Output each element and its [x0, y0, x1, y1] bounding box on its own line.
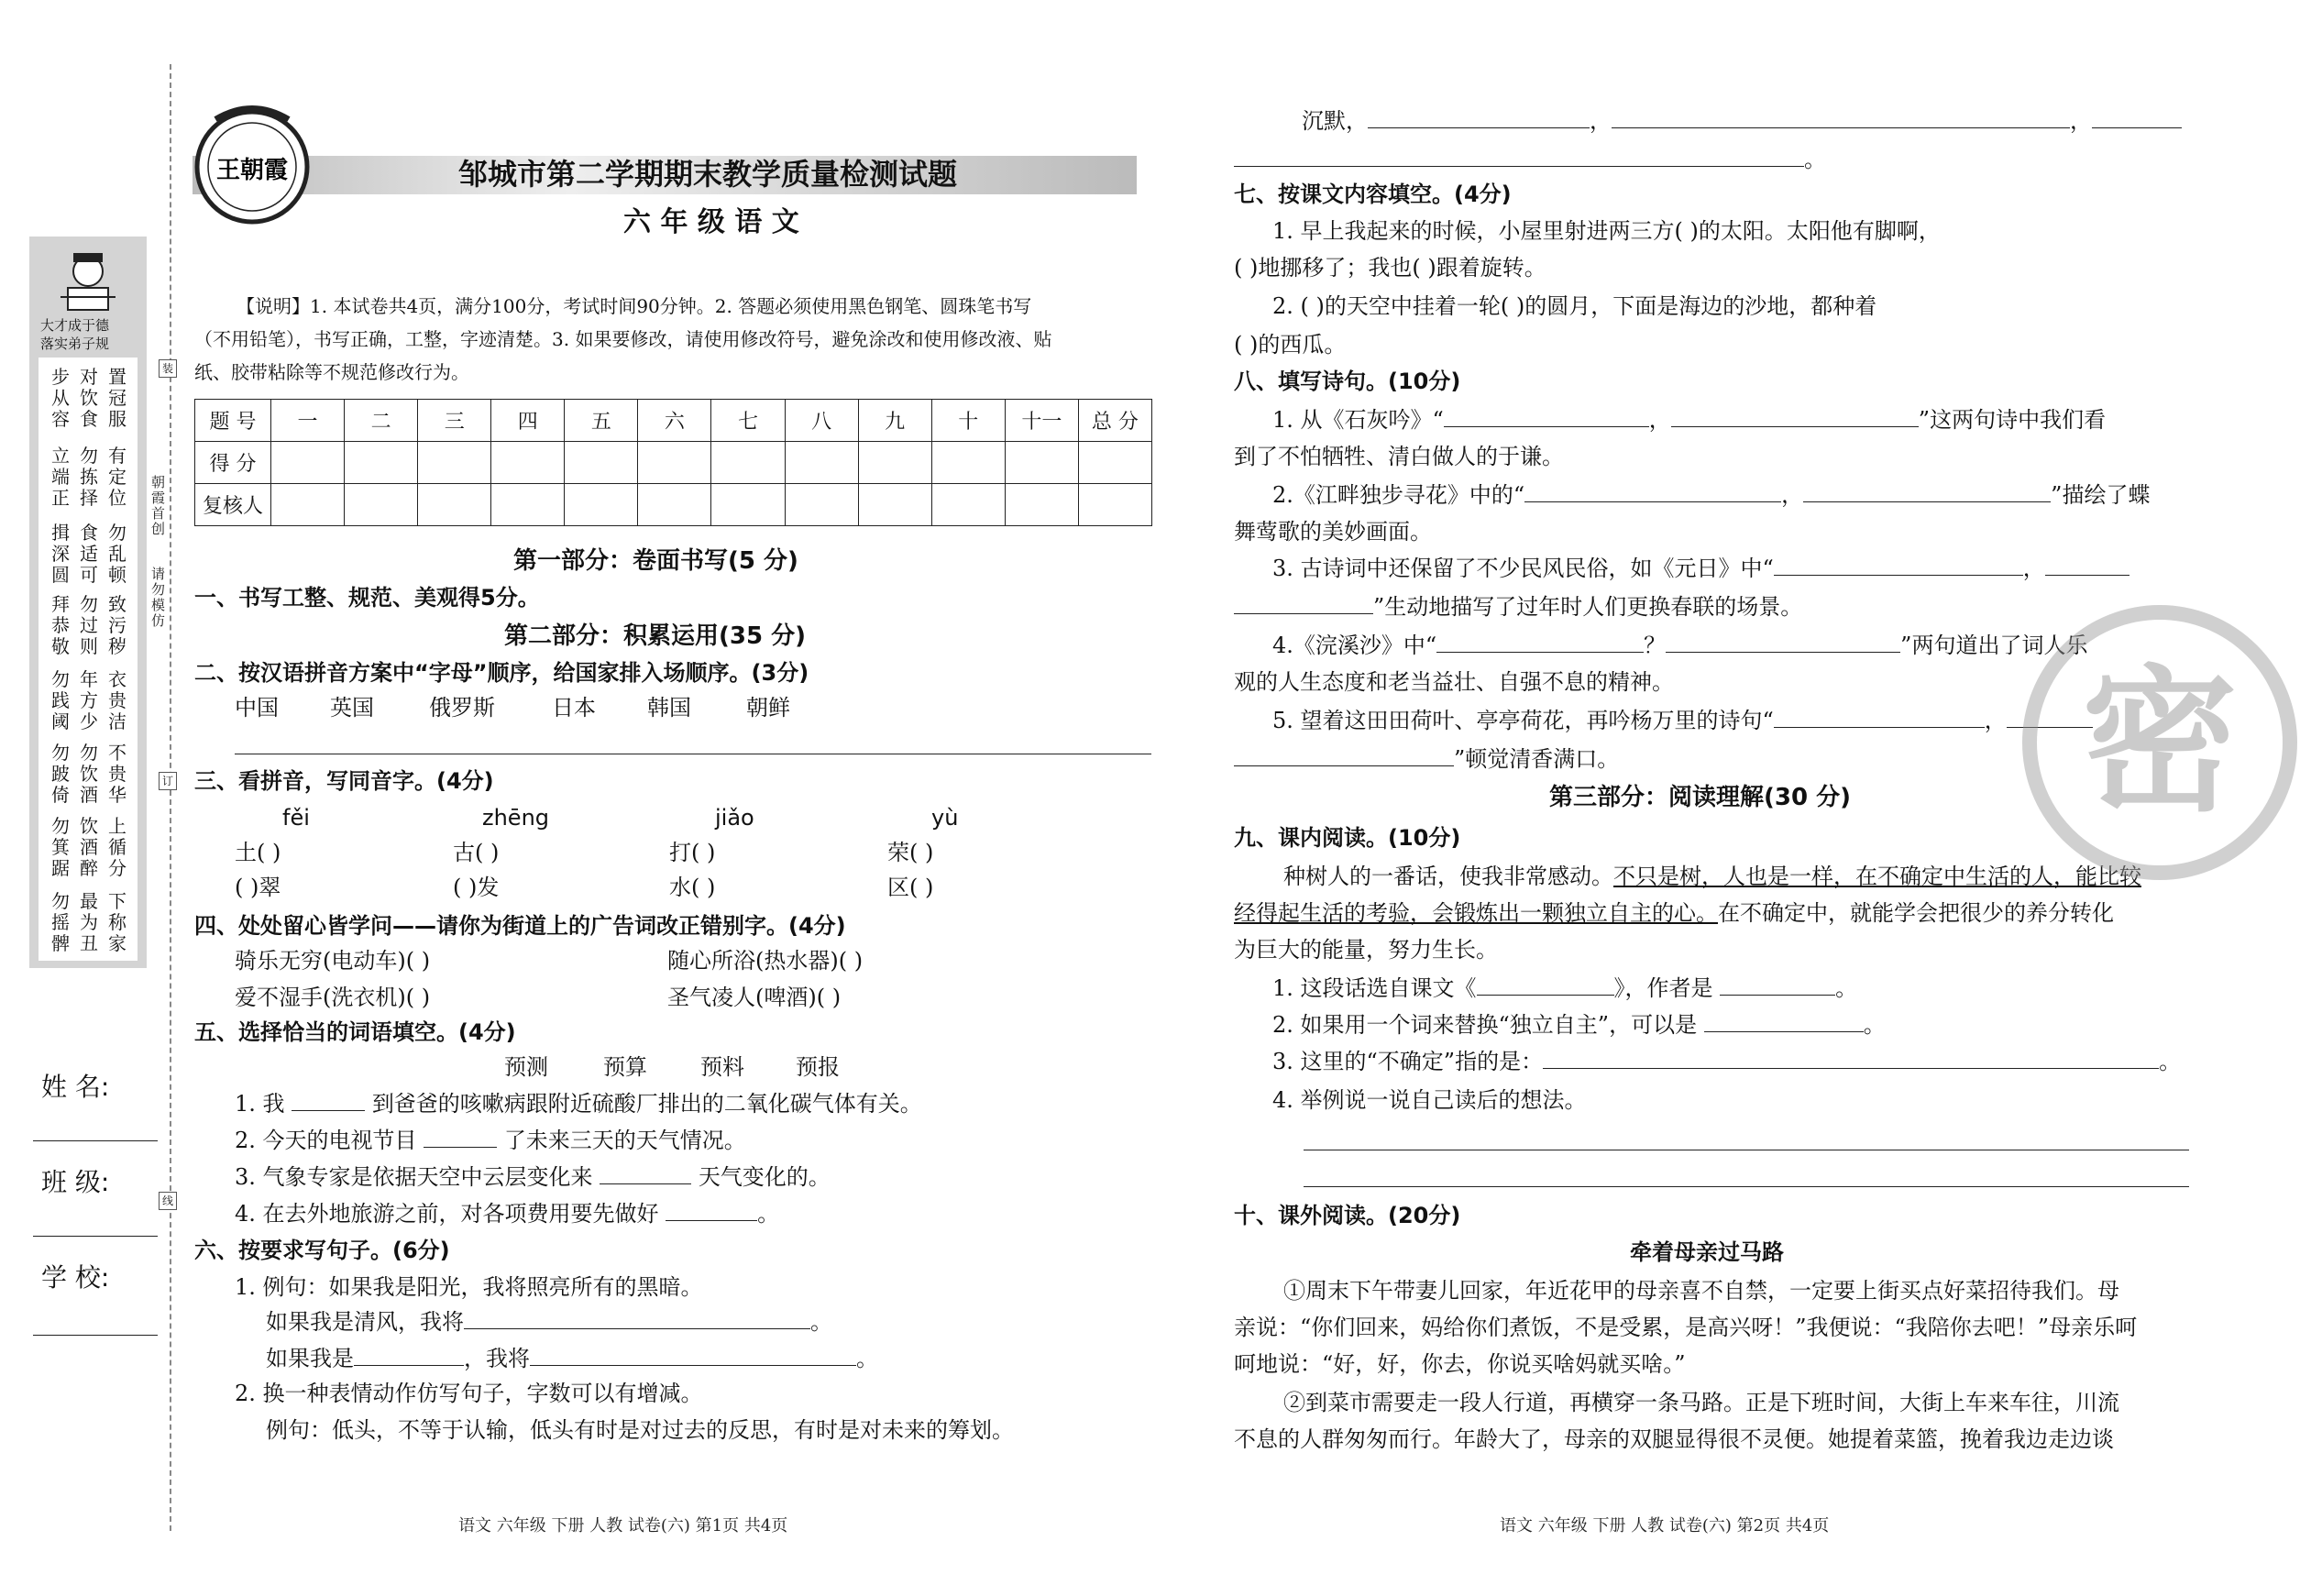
- q8-line: ”生动地描写了过年时人们更换春联的场景。: [1234, 592, 1802, 622]
- score-cell[interactable]: [1078, 442, 1151, 484]
- blank[interactable]: [600, 1163, 691, 1184]
- table-header-cell: 九: [858, 400, 931, 442]
- part3-heading: 第三部分：阅读理解(30 分): [1549, 784, 1851, 811]
- q7-line: 2. ( )的天空中挂着一轮( )的圆月，下面是海边的沙地，都种着: [1272, 293, 1877, 319]
- ad-item[interactable]: 骑乐无穷(电动车)( ): [235, 948, 431, 974]
- seal-line-mark: 订: [159, 772, 177, 790]
- question-6: 六、按要求写句子。(6分): [194, 1238, 450, 1263]
- score-cell[interactable]: [271, 484, 345, 526]
- seal-line-mark: 装: [159, 359, 177, 378]
- q8-line: ”顿觉清香满口。: [1234, 744, 1619, 774]
- pinyin: fěi: [282, 805, 310, 831]
- rule-column: 上 循 分: [108, 815, 127, 879]
- rule-column: 勿 跛 倚: [51, 742, 70, 806]
- part2-heading: 第二部分：积累运用(35 分): [504, 622, 806, 650]
- blank[interactable]: [1368, 107, 1590, 128]
- q9-item: 1. 这段话选自课文《 》，作者是 。: [1272, 975, 1858, 1001]
- rule-column: 勿 乱 顿: [108, 522, 127, 586]
- q8-line: 2.《江畔独步寻花》中的“ ， ”描绘了蝶: [1272, 482, 2151, 508]
- binding-line: [170, 64, 171, 1531]
- country: 英国: [330, 695, 374, 721]
- blank[interactable]: [1666, 632, 1900, 653]
- score-cell[interactable]: [638, 484, 711, 526]
- q7-line: ( )的西瓜。: [1234, 332, 1347, 358]
- question-9: 九、课内阅读。(10分): [1234, 825, 1461, 851]
- brand-logo: [188, 103, 316, 231]
- ad-item[interactable]: 圣气凌人(啤酒)( ): [667, 985, 842, 1010]
- name-field[interactable]: [33, 1140, 158, 1141]
- ad-item[interactable]: 随心所浴(热水器)( ): [667, 948, 864, 974]
- row-label: 复核人: [195, 484, 271, 526]
- q6-2-example: 例句：低头，不等于认输，低头有时是对过去的反思，有时是对未来的筹划。: [266, 1417, 1014, 1443]
- motto-2: 落实弟子规: [40, 336, 110, 352]
- question-3: 三、看拼音，写同音字。(4分): [194, 768, 494, 794]
- ad-item[interactable]: 爱不湿手(洗衣机)( ): [235, 985, 431, 1010]
- exam-title: 邹城市第二学期期末教学质量检测试题: [458, 157, 958, 192]
- q7-line: 1. 早上我起来的时候，小屋里射进两三方( )的太阳。太阳他有脚啊，: [1272, 218, 1941, 244]
- vertical-notice-2: 请 勿 模 仿: [150, 566, 165, 629]
- q6-2: 2. 换一种表情动作仿写句子，字数可以有增减。: [235, 1381, 703, 1406]
- instructions-line: （不用铅笔），书写正确，工整，字迹清楚。3. 如果要修改，请使用修改符号，避免涂改和使用修改液、贴: [194, 328, 1052, 350]
- table-header-cell: 十一: [1005, 400, 1078, 442]
- table-header-cell: 题 号: [195, 400, 271, 442]
- blank[interactable]: [424, 1127, 497, 1148]
- q6-example: 1. 例句：如果我是阳光，我将照亮所有的黑暗。: [235, 1274, 703, 1300]
- country: 朝鲜: [746, 695, 790, 721]
- score-table-header: [195, 400, 1152, 442]
- table-header-cell: 总 分: [1078, 400, 1151, 442]
- q6-line: 如果我是清风，我将 。: [266, 1309, 832, 1335]
- stamp-text: 密: [2081, 652, 2238, 833]
- table-header-cell: 四: [491, 400, 565, 442]
- page-footer-left: 语文 六年级 下册 人教 试卷(六) 第1页 共4页: [458, 1516, 788, 1535]
- blank[interactable]: [2045, 555, 2129, 576]
- blank[interactable]: [1543, 1048, 2159, 1069]
- blank[interactable]: [1234, 593, 1373, 614]
- fill-blank[interactable]: 土( ): [235, 840, 281, 865]
- score-cell[interactable]: [491, 442, 565, 484]
- class-label: 班 级:: [41, 1167, 110, 1197]
- country: 中国: [235, 695, 279, 721]
- rule-column: 勿 摇 髀: [51, 890, 70, 954]
- story-line: 呵地说：“好，好，你去，你说买啥妈就买啥。”: [1234, 1351, 1686, 1377]
- q5-sentence: 1. 我 到爸爸的咳嗽病跟附近硫酸厂排出的二氧化碳气体有关。: [235, 1091, 922, 1117]
- answer-line[interactable]: [1304, 1186, 2189, 1187]
- secret-stamp: [2022, 605, 2297, 880]
- fill-blank[interactable]: ( )翠: [235, 875, 281, 900]
- part1-heading: 第一部分：卷面书写(5 分): [513, 547, 798, 575]
- school-label: 学 校:: [41, 1262, 110, 1293]
- score-cell[interactable]: [785, 442, 858, 484]
- fill-blank[interactable]: 古( ): [453, 840, 500, 865]
- blank[interactable]: [1774, 555, 2023, 576]
- rule-column: 勿 过 则: [80, 593, 98, 657]
- q9-item: 2. 如果用一个词来替换“独立自主”，可以是 。: [1272, 1012, 1886, 1038]
- score-cell[interactable]: [711, 442, 785, 484]
- question-10: 十、课外阅读。(20分): [1234, 1203, 1461, 1228]
- q5-sentence: 4. 在去外地旅游之前，对各项费用要先做好 。: [235, 1201, 780, 1227]
- score-cell[interactable]: [1005, 442, 1078, 484]
- score-cell[interactable]: [345, 442, 418, 484]
- rule-column: 步 从 容: [51, 366, 70, 430]
- score-table: [194, 399, 1152, 526]
- country: 韩国: [647, 695, 691, 721]
- score-cell[interactable]: [565, 442, 638, 484]
- reviewer-row: [195, 484, 1152, 526]
- pinyin: zhēng: [482, 805, 550, 831]
- score-cell[interactable]: [1078, 484, 1151, 526]
- blank[interactable]: [1477, 974, 1614, 996]
- score-cell[interactable]: [858, 442, 931, 484]
- table-header-cell: 六: [638, 400, 711, 442]
- q5-sentence: 3. 气象专家是依据天空中云层变化来 天气变化的。: [235, 1164, 831, 1190]
- rule-column: 勿 拣 择: [80, 445, 98, 509]
- story-line: ②到菜市需要走一段人行道，再横穿一条马路。正是下班时间，大街上车来车往，川流: [1283, 1390, 2119, 1415]
- passage-line: 经得起生活的考验，会锻炼出一颗独立自主的心。在不确定中，就能学会把很少的养分转化: [1234, 900, 2114, 926]
- q9-item: 3. 这里的“不确定”指的是： 。: [1272, 1049, 2182, 1074]
- rule-column: 勿 箕 踞: [51, 815, 70, 879]
- score-cell[interactable]: [638, 442, 711, 484]
- rule-column: 对 饮 食: [80, 366, 98, 430]
- fill-blank[interactable]: 打( ): [669, 840, 716, 865]
- blank[interactable]: [1436, 632, 1644, 653]
- blank[interactable]: [1803, 481, 2051, 502]
- table-header-cell: 八: [785, 400, 858, 442]
- rule-column: 最 为 丑: [80, 890, 98, 954]
- q8-line: 到了不怕牺牲、清白做人的于谦。: [1234, 444, 1564, 469]
- story-line: 不息的人群匆匆而行。年龄大了，母亲的双腿显得很不灵便。她提着菜篮，挽着我边走边谈: [1234, 1426, 2114, 1452]
- word-option: 预测: [504, 1054, 548, 1080]
- blank[interactable]: [1234, 146, 1804, 167]
- fill-blank[interactable]: ( )发: [453, 875, 500, 900]
- q8-line: 4.《浣溪沙》中“ ？ ”两句道出了词人乐: [1272, 633, 2088, 658]
- table-header-cell: 七: [711, 400, 785, 442]
- instructions-line: 纸、胶带粘除等不规范修改行为。: [194, 361, 469, 383]
- q8-line: 5. 望着这田田荷叶、亭亭荷花，再吟杨万里的诗句“ ，: [1272, 706, 2093, 735]
- rule-column: 饮 酒 醉: [80, 815, 98, 879]
- school-field[interactable]: [33, 1335, 158, 1336]
- rule-column: 衣 贵 洁: [108, 668, 127, 732]
- question-7: 七、按课文内容填空。(4分): [1234, 182, 1512, 207]
- score-cell[interactable]: [271, 442, 345, 484]
- blank[interactable]: [1612, 107, 2070, 128]
- rule-column: 揖 深 圆: [51, 522, 70, 586]
- story-line: ①周末下午带妻儿回家，年近花甲的母亲喜不自禁，一定要上街买点好菜招待我们。母: [1283, 1278, 2119, 1304]
- q-top-line: 沉默， ， ，: [1302, 106, 2182, 136]
- q6-line: 如果我是 ，我将 。: [266, 1346, 878, 1371]
- score-cell[interactable]: [931, 442, 1005, 484]
- blank[interactable]: [1234, 745, 1454, 766]
- table-header-cell: 二: [345, 400, 418, 442]
- blank[interactable]: [666, 1200, 757, 1221]
- fill-blank[interactable]: 水( ): [669, 875, 716, 900]
- q8-line: 3. 古诗词中还保留了不少民风民俗，如《元日》中“ ，: [1272, 554, 2129, 583]
- question-1: 一、书写工整、规范、美观得5分。: [194, 585, 540, 611]
- rule-column: 致 污 秽: [108, 593, 127, 657]
- rule-column: 食 适 可: [80, 522, 98, 586]
- rule-column: 勿 饮 酒: [80, 742, 98, 806]
- page-footer-right: 语文 六年级 下册 人教 试卷(六) 第2页 共4页: [1500, 1516, 1830, 1535]
- question-5: 五、选择恰当的词语填空。(4分): [194, 1019, 516, 1045]
- name-label: 姓 名:: [41, 1072, 110, 1102]
- q8-line: 1. 从《石灰吟》“ ， ”这两句诗中我们看: [1272, 407, 2107, 433]
- score-cell[interactable]: [565, 484, 638, 526]
- story-title: 牵着母亲过马路: [1630, 1239, 1784, 1265]
- student-figure-icon: [53, 249, 123, 314]
- word-option: 预报: [796, 1054, 840, 1080]
- q8-line: 观的人生态度和老当益壮、自强不息的精神。: [1234, 669, 1674, 695]
- blank[interactable]: [1774, 707, 1985, 728]
- fill-blank[interactable]: 区( ): [887, 875, 934, 900]
- country: 俄罗斯: [429, 695, 495, 721]
- blank[interactable]: [1720, 974, 1835, 996]
- blank[interactable]: [354, 1345, 464, 1366]
- blank[interactable]: [464, 1308, 810, 1329]
- table-header-cell: 三: [418, 400, 491, 442]
- blank[interactable]: [530, 1345, 856, 1366]
- question-4: 四、处处留心皆学问——请你为街道上的广告词改正错别字。(4分): [194, 913, 846, 939]
- rule-column: 置 冠 服: [108, 366, 127, 430]
- blank[interactable]: [1704, 1011, 1864, 1032]
- logo-text: 王朝霞: [215, 157, 289, 184]
- blank[interactable]: [1524, 481, 1781, 502]
- word-option: 预算: [603, 1054, 647, 1080]
- score-cell[interactable]: [418, 442, 491, 484]
- class-field[interactable]: [33, 1236, 158, 1237]
- motto-1: 大才成于德: [40, 317, 110, 334]
- score-cell[interactable]: [785, 484, 858, 526]
- score-cell[interactable]: [931, 484, 1005, 526]
- fill-blank[interactable]: 荣( ): [887, 840, 934, 865]
- table-header-cell: 一: [271, 400, 345, 442]
- score-cell[interactable]: [858, 484, 931, 526]
- instructions-line: 【说明】1. 本试卷共4页，满分100分，考试时间90分钟。2. 答题必须使用黑色钢笔、圆珠笔书写: [237, 295, 1032, 317]
- rule-column: 勿 践 阈: [51, 668, 70, 732]
- q9-item: 4. 举例说一说自己读后的想法。: [1272, 1087, 1587, 1113]
- rule-column: 拜 恭 敬: [51, 593, 70, 657]
- pinyin: yù: [931, 805, 959, 831]
- rule-column: 立 端 正: [51, 445, 70, 509]
- country: 日本: [552, 695, 596, 721]
- question-2: 二、按汉语拼音方案中“字母”顺序，给国家排入场顺序。(3分): [194, 660, 809, 686]
- row-label: 得 分: [195, 442, 271, 484]
- score-cell[interactable]: [491, 484, 565, 526]
- blank[interactable]: [1444, 406, 1649, 427]
- vertical-notice-1: 朝 霞 首 创: [150, 474, 165, 537]
- word-option: 预料: [700, 1054, 744, 1080]
- story-line: 亲说：“你们回来，妈给你们煮饭，不是受累，是高兴呀！”我便说：“我陪你去吧！”母亲乐呵: [1234, 1315, 2138, 1340]
- seal-line-mark: 线: [159, 1192, 177, 1210]
- score-cell[interactable]: [345, 484, 418, 526]
- passage-line: 种树人的一番话，使我非常感动。不只是树，人也是一样，在不确定中生活的人，能比较: [1283, 864, 2141, 889]
- q-top-line2: 。: [1234, 145, 1826, 174]
- table-header-cell: 五: [565, 400, 638, 442]
- exam-subtitle: 六 年 级 语 文: [623, 206, 799, 238]
- rule-column: 有 定 位: [108, 445, 127, 509]
- score-cell[interactable]: [418, 484, 491, 526]
- pinyin: jiǎo: [715, 805, 754, 831]
- blank[interactable]: [2092, 107, 2182, 128]
- score-row: [195, 442, 1152, 484]
- passage-line: 为巨大的能量，努力生长。: [1234, 937, 1498, 963]
- rule-column: 年 方 少: [80, 668, 98, 732]
- rule-column: 不 贵 华: [108, 742, 127, 806]
- blank[interactable]: [292, 1090, 365, 1111]
- score-cell[interactable]: [1005, 484, 1078, 526]
- table-header-cell: 十: [931, 400, 1005, 442]
- q8-line: 舞莺歌的美妙画面。: [1234, 519, 1432, 545]
- q7-line: ( )地挪移了；我也( )跟着旋转。: [1234, 255, 1546, 281]
- score-cell[interactable]: [711, 484, 785, 526]
- q5-sentence: 2. 今天的电视节目 了未来三天的天气情况。: [235, 1128, 746, 1153]
- rule-column: 下 称 家: [108, 890, 127, 954]
- blank[interactable]: [1671, 406, 1919, 427]
- question-8: 八、填写诗句。(10分): [1234, 369, 1461, 394]
